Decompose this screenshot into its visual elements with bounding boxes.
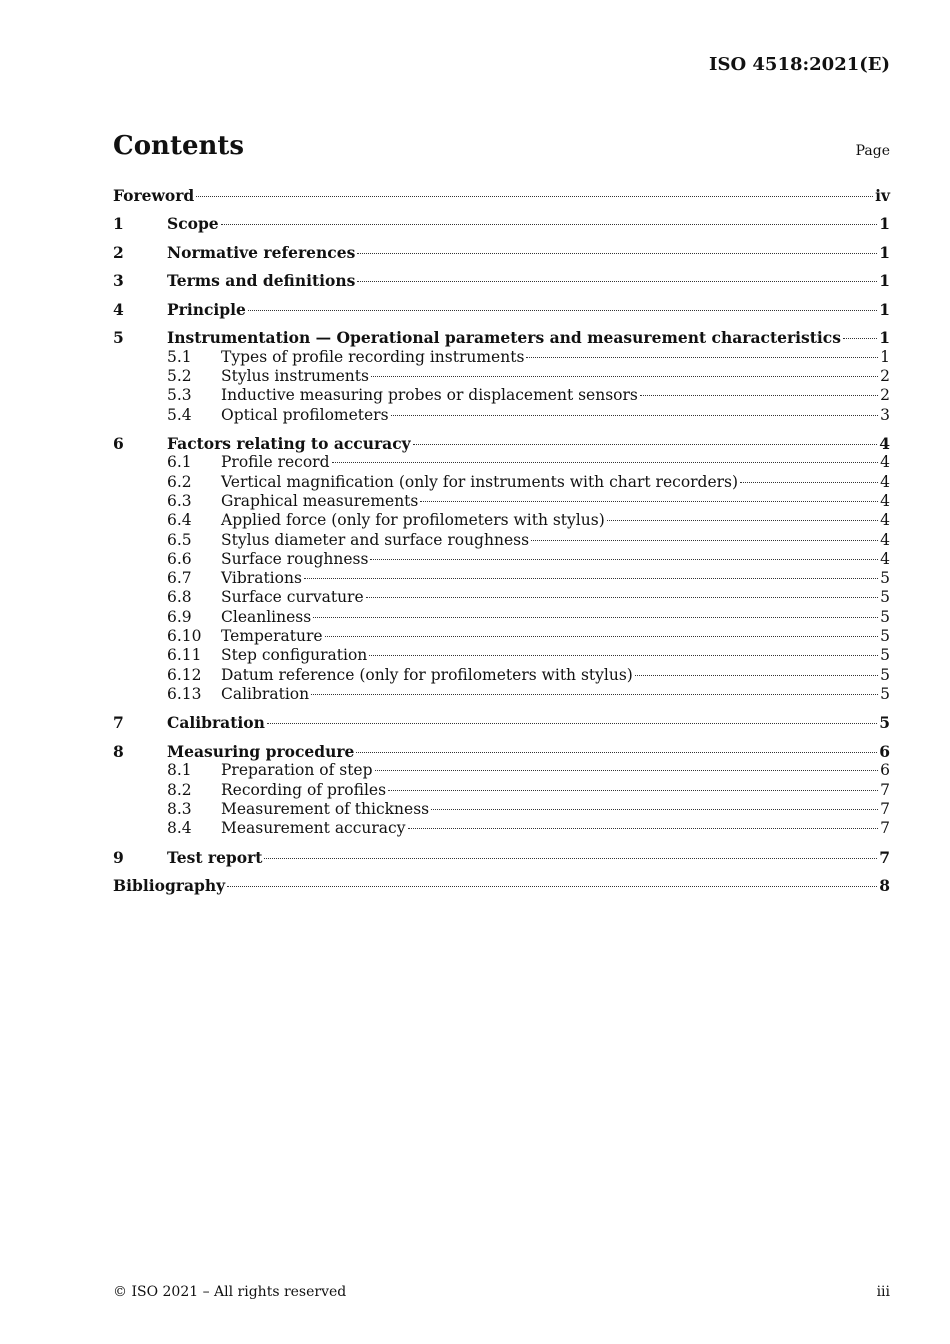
toc-entry[interactable]	[113, 243, 890, 262]
toc-entry-title: Surface roughness	[221, 549, 369, 568]
dot-leader	[375, 769, 879, 771]
dot-leader	[391, 414, 879, 416]
toc-entry-number: 6.5	[167, 530, 192, 549]
toc-entry-page: 7	[880, 819, 890, 838]
toc-entry-page: 4	[880, 511, 890, 530]
toc-entry-page: 8	[879, 876, 890, 896]
toc-entry-title: Instrumentation — Operational parameters and measurement characteristics	[167, 328, 841, 348]
toc-entry-page: iv	[875, 186, 890, 205]
dot-leader	[640, 394, 878, 396]
toc-entry-page: 5	[880, 627, 890, 646]
toc-entry[interactable]	[113, 214, 890, 233]
toc-entry-page: 3	[880, 405, 890, 424]
dot-leader	[526, 356, 878, 358]
toc-entry-number: 6.11	[167, 646, 202, 665]
toc-entry[interactable]	[113, 761, 890, 780]
toc-entry-page: 5	[879, 713, 890, 733]
toc-entry-number: 1	[113, 214, 124, 234]
toc-entry[interactable]	[113, 800, 890, 819]
toc-entry-number: 8.3	[167, 799, 192, 818]
toc-entry-page: 5	[880, 646, 890, 665]
toc-entry[interactable]	[113, 511, 890, 530]
toc-entry[interactable]	[113, 627, 890, 646]
toc-entry-number: 6.2	[167, 472, 192, 491]
dot-leader	[313, 616, 878, 618]
toc-entry-page: 5	[880, 569, 890, 588]
toc-entry-page: 4	[880, 453, 890, 472]
dot-leader	[227, 885, 877, 887]
dot-leader	[304, 577, 878, 579]
toc-entry-page: 1	[880, 347, 890, 366]
page-number: iii	[876, 1284, 890, 1300]
toc-entry-number: 6.10	[167, 627, 202, 646]
dot-leader	[740, 481, 878, 483]
toc-entry-title: Measurement accuracy	[221, 819, 406, 838]
toc-entry-title: Normative references	[167, 242, 356, 262]
dot-leader	[635, 674, 878, 676]
document-id: ISO 4518:2021(E)	[709, 54, 890, 75]
dot-leader	[369, 654, 878, 656]
dot-leader	[332, 461, 879, 463]
toc-entry-page: 2	[880, 386, 890, 405]
toc-entry-title: Surface curvature	[221, 588, 364, 607]
toc-entry-title: Bibliography	[113, 876, 226, 896]
toc-entry-number: 3	[113, 271, 124, 291]
toc-entry-number: 8.2	[167, 780, 192, 799]
dot-leader	[408, 827, 879, 829]
toc-entry-number: 6.13	[167, 684, 202, 703]
toc-entry[interactable]	[113, 550, 890, 569]
toc-entry-title: Graphical measurements	[221, 491, 419, 510]
toc-entry-title: Foreword	[113, 186, 195, 205]
toc-entry-title: Datum reference (only for profilometers with stylus)	[221, 665, 633, 684]
dot-leader	[371, 375, 878, 377]
toc-entry-title: Vertical magnification (only for instruments with chart recorders)	[221, 472, 739, 491]
toc-entry-page: 5	[880, 665, 890, 684]
toc-entry-number: 4	[113, 299, 124, 319]
toc-entry-number: 6.1	[167, 453, 192, 472]
toc-entry-number: 8	[113, 741, 124, 761]
toc-entry-title: Terms and definitions	[167, 271, 356, 291]
toc-entry-page: 1	[879, 242, 890, 262]
toc-entry-page: 4	[879, 434, 890, 454]
toc-entry-page: 7	[880, 799, 890, 818]
toc-entry-title: Measurement of thickness	[221, 799, 430, 818]
toc-entry-page: 1	[879, 271, 890, 291]
dot-leader	[311, 693, 878, 695]
toc-entry[interactable]	[113, 473, 890, 492]
dot-leader	[370, 558, 878, 560]
toc-entry[interactable]	[113, 328, 890, 347]
toc-entry[interactable]	[113, 713, 890, 732]
toc-entry-number: 5.3	[167, 386, 192, 405]
page-column-label: Page	[855, 143, 890, 159]
toc-entry-number: 7	[113, 713, 124, 733]
dot-leader	[431, 808, 878, 810]
toc-entry[interactable]	[113, 781, 890, 800]
toc-entry[interactable]	[113, 531, 890, 550]
toc-entry-number: 8.4	[167, 819, 192, 838]
toc-entry[interactable]	[113, 569, 890, 588]
toc-entry-title: Temperature	[221, 627, 323, 646]
toc-entry[interactable]	[113, 608, 890, 627]
toc-entry-number: 6.6	[167, 549, 192, 568]
toc-entry[interactable]	[113, 406, 890, 425]
dot-leader	[388, 789, 878, 791]
toc-entry[interactable]	[113, 271, 890, 290]
toc-entry[interactable]	[113, 453, 890, 472]
toc-entry-page: 4	[880, 491, 890, 510]
toc-entry-page: 1	[879, 299, 890, 319]
toc-entry-title: Recording of profiles	[221, 780, 387, 799]
toc-entry-page: 5	[880, 588, 890, 607]
toc-entry-page: 7	[880, 780, 890, 799]
dot-leader	[843, 337, 877, 339]
toc-entry[interactable]	[113, 300, 890, 319]
dot-leader	[248, 309, 877, 311]
toc-entry-title: Preparation of step	[221, 761, 373, 780]
toc-entry-number: 5.4	[167, 405, 192, 424]
dot-leader	[366, 596, 878, 598]
toc-entry-page: 4	[880, 472, 890, 491]
toc-entry-page: 5	[880, 684, 890, 703]
toc-entry-title: Inductive measuring probes or displacement sensors	[221, 386, 638, 405]
toc-entry-title: Principle	[167, 299, 246, 319]
toc-entry-page: 1	[879, 214, 890, 234]
toc-entry[interactable]	[113, 588, 890, 607]
toc-entry[interactable]	[113, 348, 890, 367]
toc-entry-title: Calibration	[221, 684, 310, 703]
toc-entry-title: Calibration	[167, 713, 265, 733]
toc-entry-number: 5.1	[167, 347, 192, 366]
dot-leader	[607, 519, 878, 521]
dot-leader	[356, 751, 877, 753]
dot-leader	[357, 252, 877, 254]
toc-entry[interactable]	[113, 742, 890, 761]
dot-leader	[196, 195, 873, 197]
toc-entry-page: 5	[880, 607, 890, 626]
toc-entry-page: 4	[880, 549, 890, 568]
toc-entry-title: Profile record	[221, 453, 330, 472]
toc-entry-number: 5	[113, 328, 124, 348]
toc-entry-number: 6	[113, 434, 124, 454]
dot-leader	[267, 722, 877, 724]
toc-entry-number: 6.4	[167, 511, 192, 530]
toc-entry[interactable]	[113, 819, 890, 838]
page-title: Contents	[113, 131, 245, 161]
toc-entry-number: 6.3	[167, 491, 192, 510]
toc-entry-title: Types of profile recording instruments	[221, 347, 525, 366]
toc-entry[interactable]	[113, 367, 890, 386]
dot-leader	[325, 635, 879, 637]
toc-entry[interactable]	[113, 186, 890, 205]
toc-entry-number: 9	[113, 847, 124, 867]
toc-entry-page: 1	[879, 328, 890, 348]
toc-entry-number: 5.2	[167, 367, 192, 386]
toc-entry-title: Cleanliness	[221, 607, 312, 626]
toc-entry[interactable]	[113, 386, 890, 405]
toc-entry[interactable]	[113, 434, 890, 453]
toc-entry[interactable]	[113, 666, 890, 685]
toc-entry-title: Stylus diameter and surface roughness	[221, 530, 530, 549]
toc-entry-page: 7	[879, 847, 890, 867]
dot-leader	[221, 223, 878, 225]
toc-entry-page: 4	[880, 530, 890, 549]
toc-entry-title: Applied force (only for profilometers with stylus)	[221, 511, 605, 530]
toc-entry-title: Stylus instruments	[221, 367, 369, 386]
toc-entry[interactable]	[113, 876, 890, 895]
toc-entry-page: 2	[880, 367, 890, 386]
toc-entry-title: Test report	[167, 847, 263, 867]
toc-entry-number: 6.9	[167, 607, 192, 626]
dot-leader	[413, 443, 878, 445]
toc-entry-title: Factors relating to accuracy	[167, 434, 411, 454]
copyright-notice: © ISO 2021 – All rights reserved	[113, 1284, 347, 1300]
toc-entry[interactable]	[113, 646, 890, 665]
toc-entry-title: Vibrations	[221, 569, 302, 588]
toc-entry-page: 6	[879, 741, 890, 761]
dot-leader	[264, 857, 877, 859]
toc-entry-title: Scope	[167, 214, 219, 234]
toc-entry-number: 8.1	[167, 761, 192, 780]
dot-leader	[420, 500, 878, 502]
dot-leader	[357, 280, 877, 282]
toc-entry-number: 6.7	[167, 569, 192, 588]
toc-entry-page: 6	[880, 761, 890, 780]
toc-entry-title: Optical profilometers	[221, 405, 389, 424]
dot-leader	[531, 539, 878, 541]
table-of-contents	[113, 183, 890, 895]
toc-entry[interactable]	[113, 848, 890, 867]
toc-entry-number: 6.8	[167, 588, 192, 607]
toc-entry-title: Step configuration	[221, 646, 368, 665]
toc-entry-title: Measuring procedure	[167, 741, 355, 761]
toc-entry[interactable]	[113, 685, 890, 704]
toc-entry[interactable]	[113, 492, 890, 511]
toc-entry-number: 6.12	[167, 665, 202, 684]
toc-entry-number: 2	[113, 242, 124, 262]
